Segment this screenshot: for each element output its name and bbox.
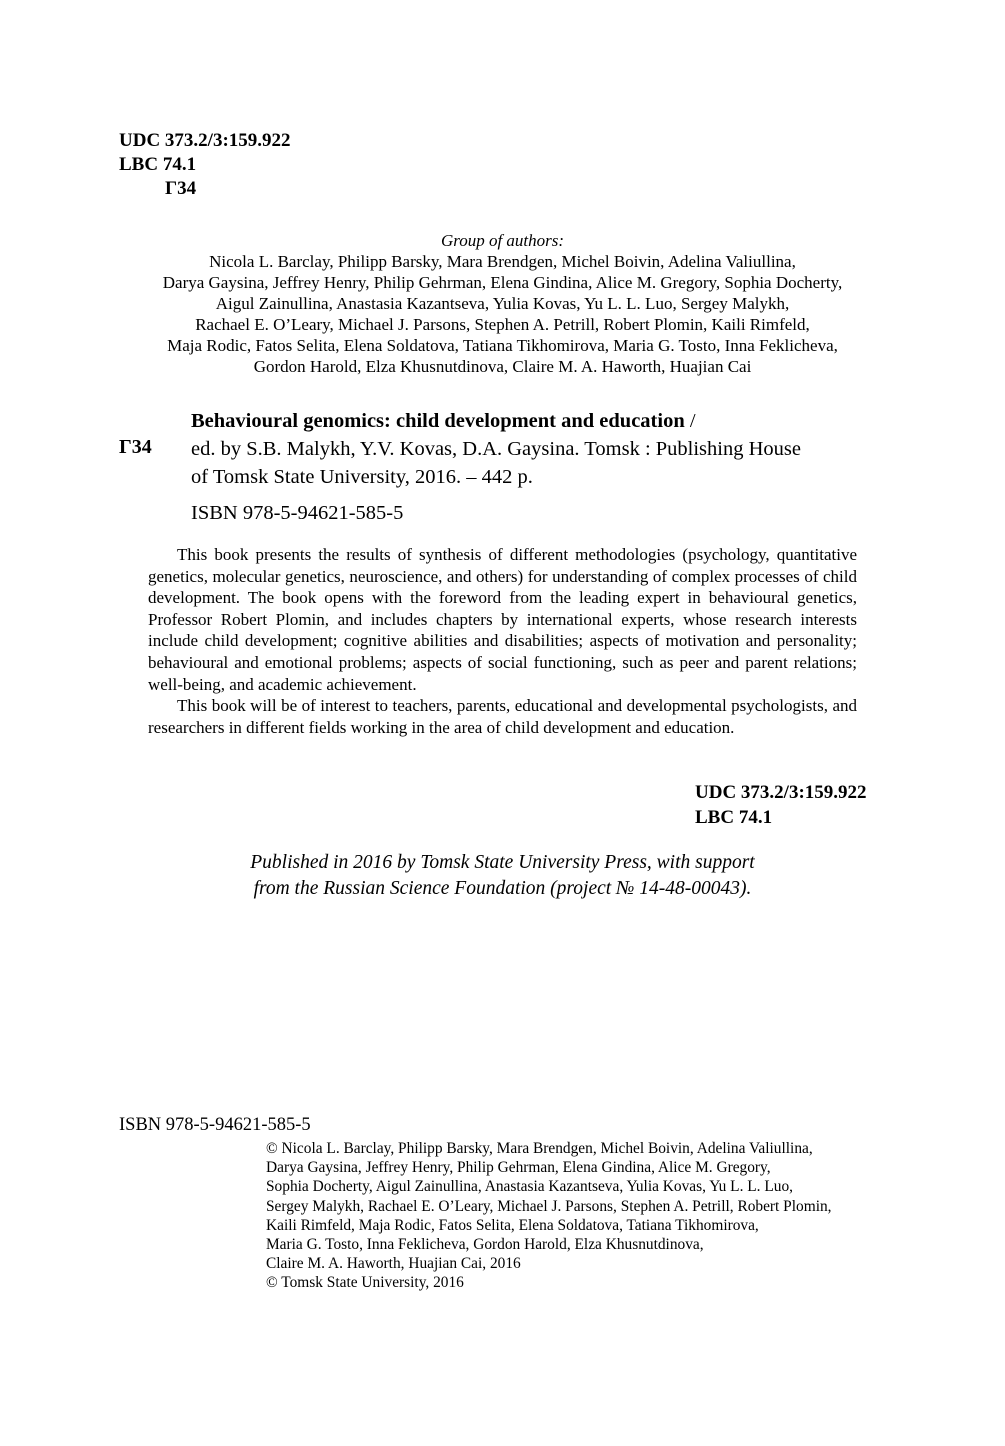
copyright-block bbox=[266, 1139, 906, 1293]
copyright-line: Sergey Malykh, Rachael E. O’Leary, Michael J. Parsons, Stephen A. Petrill, Robert Plomin, bbox=[266, 1197, 832, 1215]
copyright-line: Sophia Docherty, Aigul Zainullina, Anastasia Kazantseva, Yulia Kovas, Yu L. L. Luo, bbox=[266, 1178, 794, 1196]
book-title: Behavioural genomics: child development and education bbox=[191, 410, 685, 432]
authors-line: Aigul Zainullina, Anastasia Kazantseva, Yulia Kovas, Yu L. L. Luo, Sergey Malykh, bbox=[215, 294, 790, 313]
author-mark: Г34 bbox=[165, 178, 197, 199]
classification-codes-top bbox=[119, 129, 291, 201]
book-title-line bbox=[191, 407, 891, 435]
udc-code: UDC 373.2/3:159.922 bbox=[695, 782, 867, 803]
copyright-line: Darya Gaysina, Jeffrey Henry, Philip Gehrman, Elena Gindina, Alice M. Gregory, bbox=[266, 1159, 771, 1177]
classification-codes-bottom bbox=[695, 780, 867, 830]
authors-block bbox=[100, 230, 905, 377]
authors-line: Nicola L. Barclay, Philipp Barsky, Mara Brendgen, Michel Boivin, Adelina Valiullina, bbox=[209, 252, 796, 271]
abstract-paragraph: This book will be of interest to teachers, parents, educational and developmental psychologists, and researchers in different fields working in the area of child development and education. bbox=[148, 696, 857, 737]
bib-isbn: ISBN 978-5-94621-585-5 bbox=[191, 502, 404, 524]
publication-note-line: from the Russian Science Foundation (project № 14-48-00043). bbox=[253, 878, 752, 899]
authors-line: Gordon Harold, Elza Khusnutdinova, Claire M. A. Haworth, Huajian Cai bbox=[253, 357, 752, 376]
title-slash: / bbox=[684, 410, 696, 432]
copyright-line: Maria G. Tosto, Inna Feklicheva, Gordon Harold, Elza Khusnutdinova, bbox=[266, 1236, 704, 1254]
lbc-code: LBC 74.1 bbox=[119, 154, 197, 175]
bib-line: ed. by S.B. Malykh, Y.V. Kovas, D.A. Gaysina. Tomsk : Publishing House bbox=[191, 438, 801, 460]
bib-line: of Tomsk State University, 2016. – 442 p. bbox=[191, 466, 533, 488]
bibliographic-record bbox=[191, 407, 891, 527]
copyright-line: © Nicola L. Barclay, Philipp Barsky, Mara Brendgen, Michel Boivin, Adelina Valiullina, bbox=[266, 1140, 813, 1157]
lbc-code: LBC 74.1 bbox=[695, 807, 773, 828]
copyright-line: Kaili Rimfeld, Maja Rodic, Fatos Selita, Elena Soldatova, Tatiana Tikhomirova, bbox=[266, 1216, 759, 1234]
copyright-line: Claire M. A. Haworth, Huajian Cai, 2016 bbox=[266, 1255, 521, 1273]
abstract-paragraph: This book presents the results of synthesis of different methodologies (psychology, quantitative genetics, molecular genetics, neuroscience, and others) for understanding of complex processes of child development. The book opens with the foreword from the leading expert in behavioural genetics, Professor Robert Plomin, and includes chapters by international experts, whose research interests include child development; cognitive abilities and disabilities; aspects of motivation and personality; behavioural and emotional problems; aspects of social functioning, such as peer and parent relations; well-being, and academic achievement. bbox=[148, 545, 857, 694]
publication-note-line: Published in 2016 by Tomsk State University Press, with support bbox=[250, 852, 755, 873]
authors-line: Rachael E. O’Leary, Michael J. Parsons, Stephen A. Petrill, Robert Plomin, Kaili Rimfeld, bbox=[195, 315, 810, 334]
authors-label: Group of authors: bbox=[440, 231, 565, 250]
bibliographic-code: Г34 bbox=[119, 436, 152, 458]
udc-code: UDC 373.2/3:159.922 bbox=[119, 130, 291, 151]
publication-note bbox=[180, 850, 825, 902]
isbn-bottom: ISBN 978-5-94621-585-5 bbox=[119, 1115, 311, 1135]
authors-line: Maja Rodic, Fatos Selita, Elena Soldatova, Tatiana Tikhomirova, Maria G. Tosto, Inna Feklicheva, bbox=[167, 336, 838, 355]
copyright-line: © Tomsk State University, 2016 bbox=[266, 1274, 464, 1292]
abstract bbox=[148, 544, 857, 738]
authors-line: Darya Gaysina, Jeffrey Henry, Philip Gehrman, Elena Gindina, Alice M. Gregory, Sophia Docherty, bbox=[162, 273, 843, 292]
